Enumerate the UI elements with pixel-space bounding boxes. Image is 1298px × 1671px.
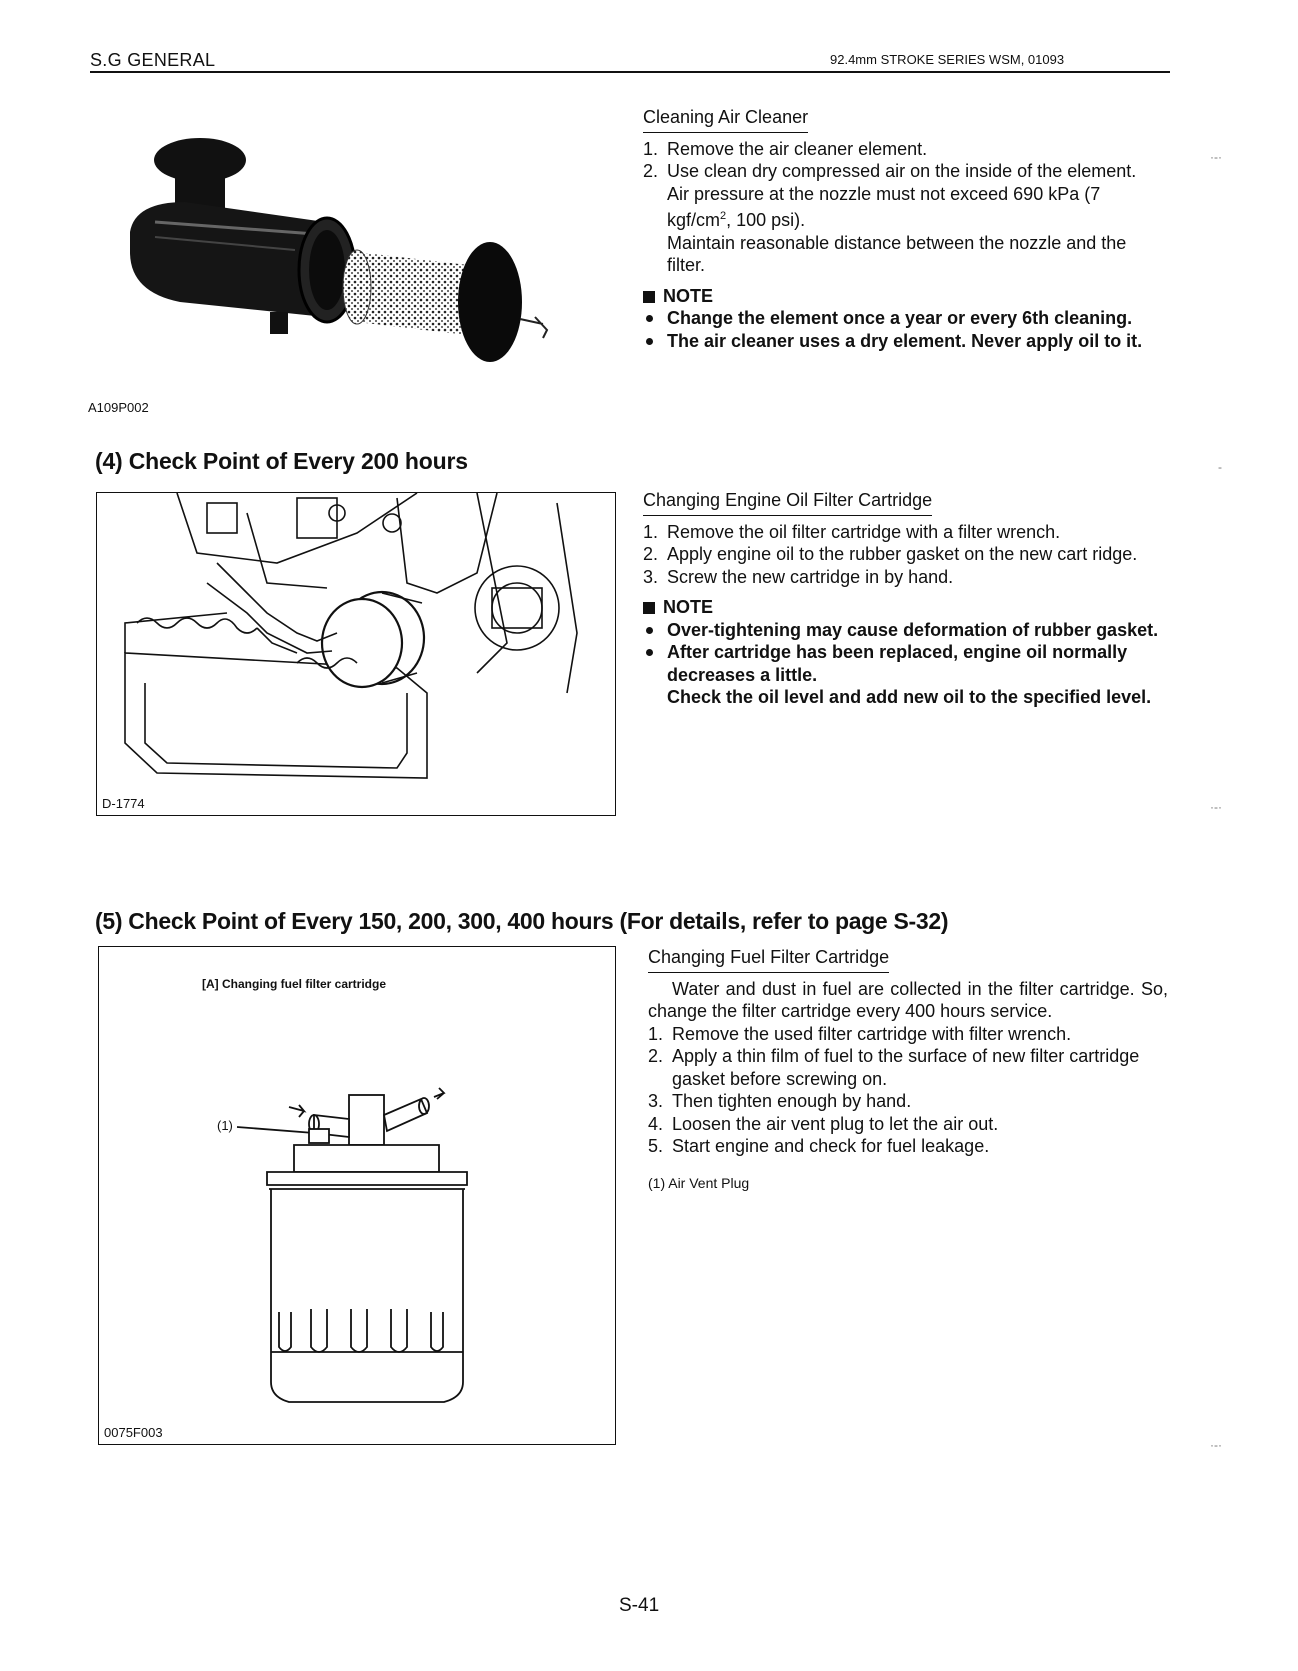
oil-filter-figure-code: D-1774 [102, 796, 145, 811]
list-item [643, 521, 1168, 544]
fuel-filter-section [648, 946, 1168, 1194]
step-text: Use clean dry compressed air on the inside of the element. [667, 161, 1137, 181]
step-number: 4. [648, 1113, 664, 1134]
list-item [643, 543, 1168, 566]
note-text: The air cleaner uses a dry element. Never apply oil to it. [667, 330, 1143, 351]
nozzle-distance-text: Maintain reasonable distance between the nozzle and the filter. [667, 232, 1127, 275]
note-heading [643, 285, 1168, 308]
list-item [648, 1023, 1168, 1046]
oil-filter-steps [643, 521, 1168, 589]
step-number: 2. [643, 544, 659, 564]
step-text: Then tighten enough by hand. [672, 1091, 912, 1111]
oil-filter-section [643, 489, 1168, 709]
header-section-title: S.G GENERAL [90, 50, 216, 70]
air-cleaner-drawing [95, 112, 615, 432]
list-item [648, 1135, 1168, 1158]
air-cleaner-notes [643, 307, 1168, 352]
page-number: S-41 [619, 1595, 660, 1616]
step-text: Loosen the air vent plug to let the air out. [672, 1113, 999, 1134]
fuel-filter-figure-code: 0075F003 [104, 1425, 163, 1440]
air-vent-plug-callout: (1) [217, 1118, 233, 1133]
step-number: 1. [643, 521, 659, 542]
air-pressure-limit [643, 183, 1168, 232]
air-pressure-text: Air pressure at the nozzle must not exceed 690 kPa (7 kgf/cm [667, 183, 1101, 230]
step-text: Remove the oil filter cartridge with a filter wrench. [667, 521, 1061, 542]
section-5-heading: (5) Check Point of Every 150, 200, 300, 400 hours (For details, refer to page S-32) [95, 908, 949, 934]
list-item [643, 160, 1168, 183]
note-square-icon [643, 602, 655, 614]
scan-mark: ·-· [1210, 800, 1222, 814]
step-number: 5. [648, 1136, 664, 1156]
step-text: Remove the air cleaner element. [667, 138, 928, 159]
list-item [643, 138, 1168, 161]
step-number: 2. [643, 161, 659, 181]
fuel-filter-intro: Water and dust in fuel are collected in the filter cartridge. So, change the filter cartridge every 400 hours service. [648, 978, 1168, 1021]
step-text: Remove the used filter cartridge with filter wrench. [672, 1023, 1072, 1044]
list-item [648, 1045, 1168, 1090]
bullet-icon [646, 315, 653, 322]
note-square-icon [643, 291, 655, 303]
air-pressure-text-end: , 100 psi). [726, 210, 806, 230]
air-cleaner-illustration [95, 112, 615, 432]
list-item [643, 566, 1168, 589]
note-text: Over-tightening may cause deformation of rubber gasket. [667, 619, 1159, 640]
section-4-heading: (4) Check Point of Every 200 hours [95, 448, 468, 474]
list-item [643, 641, 1168, 686]
fuel-filter-title: Changing Fuel Filter Cartridge [648, 946, 889, 973]
air-cleaner-section [643, 106, 1168, 352]
oil-filter-drawing [97, 493, 615, 793]
scan-mark: ·-· [1210, 150, 1222, 164]
step-number: 1. [648, 1023, 664, 1044]
step-text: Apply a thin film of fuel to the surface of new filter cartridge gasket before screwing on. [672, 1046, 1140, 1089]
header-divider [90, 71, 1170, 73]
bullet-icon [646, 338, 653, 345]
fuel-filter-steps [648, 1023, 1168, 1158]
note-heading [643, 596, 1168, 619]
list-item [643, 330, 1168, 353]
scan-mark: - [1218, 460, 1222, 474]
step-number: 2. [648, 1046, 664, 1066]
fuel-filter-drawing [99, 947, 615, 1444]
fuel-filter-figure-caption: [A] Changing fuel filter cartridge [202, 977, 387, 991]
step-number: 3. [648, 1091, 664, 1111]
fuel-filter-legend: (1) Air Vent Plug [648, 1174, 750, 1191]
step-number: 3. [643, 566, 659, 587]
header-series-label: 92.4mm STROKE SERIES WSM, 01093 [830, 52, 1065, 67]
step-text: Apply engine oil to the rubber gasket on the new cart ridge. [667, 544, 1138, 564]
oil-level-note: Check the oil level and add new oil to the specified level. [667, 687, 1152, 707]
note-text: After cartridge has been replaced, engine oil normally decreases a little. [667, 642, 1128, 685]
note-label: NOTE [663, 285, 714, 306]
bullet-icon [646, 649, 653, 656]
list-item [643, 619, 1168, 642]
unit-superscript: 2 [720, 210, 727, 222]
oil-filter-notes [643, 619, 1168, 687]
note-label: NOTE [663, 597, 714, 617]
air-cleaner-title: Cleaning Air Cleaner [643, 106, 808, 133]
list-item [643, 307, 1168, 330]
step-number: 1. [643, 138, 659, 159]
air-cleaner-steps [643, 138, 1168, 183]
air-cleaner-figure-code: A109P002 [88, 400, 149, 415]
fuel-filter-figure [98, 946, 616, 1445]
oil-filter-figure [96, 492, 616, 816]
step-text: Screw the new cartridge in by hand. [667, 566, 954, 587]
list-item [648, 1090, 1168, 1113]
oil-filter-title: Changing Engine Oil Filter Cartridge [643, 489, 932, 516]
bullet-icon [646, 627, 653, 634]
list-item [648, 1113, 1168, 1136]
step-text: Start engine and check for fuel leakage. [672, 1136, 990, 1156]
note-text: Change the element once a year or every 6th cleaning. [667, 308, 1133, 328]
scan-mark: ·-· [1210, 1438, 1222, 1452]
